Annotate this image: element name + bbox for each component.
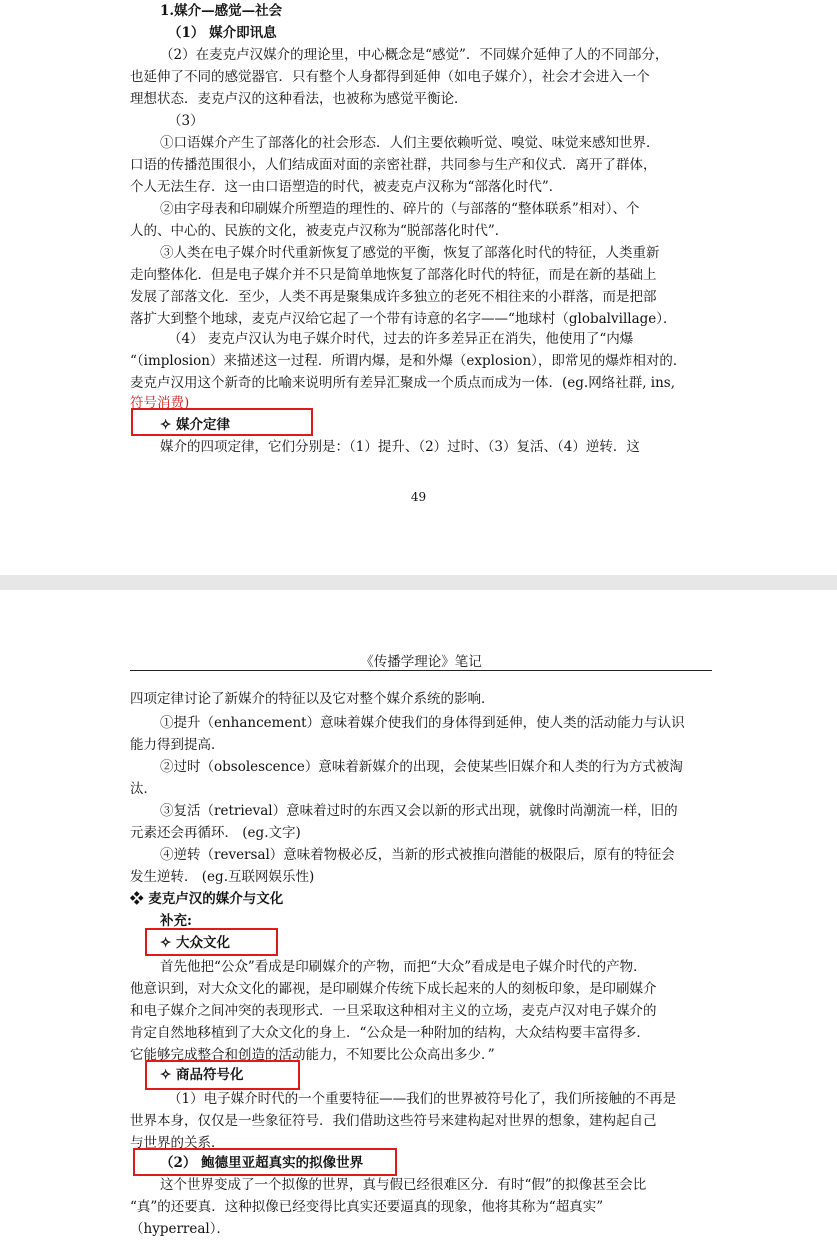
paragraph-line: 与世界的关系． [130, 1135, 225, 1151]
running-header: 《传播学理论》笔记 [360, 654, 482, 670]
paragraph-line: 它能够完成整合和创造的活动能力，不知要比公众高出多少．” [130, 1047, 495, 1063]
document-page-50 [0, 590, 837, 1241]
paragraph-line: “（implosion）来描述这一过程．所谓内爆，是和外爆（explosion），即常见的爆炸相对的． [130, 353, 687, 369]
subsection-heading: ✧ 商品符号化 [160, 1067, 244, 1083]
paragraph-line: 发生逆转． (eg.互联网娱乐性) [130, 869, 315, 885]
paragraph-line: 他意识到，对大众文化的鄙视，是印刷媒介传统下成长起来的人的刻板印象，是印刷媒介 [130, 981, 657, 997]
paragraph-line: 首先他把“公众”看成是印刷媒介的产物，而把“大众”看成是电子媒介时代的产物． [160, 959, 647, 975]
paragraph-line: 人的、中心的、民族的文化，被麦克卢汉称为“脱部落化时代”． [130, 223, 509, 239]
subsection-heading: ✧ 媒介定律 [160, 417, 231, 433]
paragraph-line: 麦克卢汉用这个新奇的比喻来说明所有差异汇聚成一个质点而成为一体．(eg.网络社群, ins, [130, 375, 676, 391]
paragraph-line: ①提升（enhancement）意味着媒介使我们的身体得到延伸，使人类的活动能力与认识 [160, 715, 685, 731]
paragraph-line: 和电子媒介之间冲突的表现形式．一旦采取这种相对主义的立场，麦克卢汉对电子媒介的 [130, 1003, 657, 1019]
paragraph-line: 肯定自然地移植到了大众文化的身上．“公众是一种附加的结构，大众结构要丰富得多． [130, 1025, 650, 1041]
section-heading: ❖ 麦克卢汉的媒介与文化 [130, 891, 284, 907]
paragraph-line: 理想状态．麦克卢汉的这种看法，也被称为感觉平衡论． [130, 91, 468, 107]
section-heading: 1.媒介—感觉—社会 [160, 3, 283, 19]
paragraph-line: 四项定律讨论了新媒介的特征以及它对整个媒介系统的影响． [130, 691, 495, 707]
page-number: 49 [410, 490, 427, 504]
paragraph-line: 个人无法生存．这一由口语塑造的时代，被麦克卢汉称为“部落化时代”． [130, 179, 563, 195]
subsection-heading: ✧ 大众文化 [160, 935, 231, 951]
paragraph-line: ④逆转（reversal）意味着物极必反，当新的形式被推向潜能的极限后，原有的特征会 [160, 847, 675, 863]
paragraph-line: 这个世界变成了一个拟像的世界，真与假已经很难区分．有时“假”的拟像甚至会比 [160, 1177, 647, 1193]
subsection-heading: （2） 鲍德里亚超真实的拟像世界 [160, 1155, 364, 1171]
document-page-49 [0, 0, 837, 575]
paragraph-line: （1）电子媒介时代的一个重要特征——我们的世界被符号化了，我们所接触的不再是 [168, 1091, 677, 1107]
paragraph-line: ③复活（retrieval）意味着过时的东西又会以新的形式出现，就像时尚潮流一样，旧的 [160, 803, 678, 819]
highlight-box [145, 1060, 300, 1090]
paragraph-line: ③人类在电子媒介时代重新恢复了感觉的平衡，恢复了部落化时代的特征，人类重新 [160, 245, 660, 261]
paragraph-line: 媒介的四项定律，它们分别是：（1）提升、（2）过时、（3）复活、（4）逆转．这 [160, 439, 640, 455]
paragraph-line: ②由字母表和印刷媒介所塑造的理性的、碎片的（与部落的“整体联系”相对）、个 [160, 201, 640, 217]
paragraph-line: 能力得到提高． [130, 737, 225, 753]
paragraph-line: （2）在麦克卢汉媒介的理论里，中心概念是“感觉”．不同媒介延伸了人的不同部分， [160, 47, 669, 63]
paragraph-line: （4） 麦克卢汉认为电子媒介时代，过去的许多差异正在消失，他使用了“内爆 [168, 331, 634, 347]
paragraph-line: 口语的传播范围很小，人们结成面对面的亲密社群，共同参与生产和仪式．离开了群体， [130, 157, 657, 173]
paragraph-line: 汰． [130, 781, 157, 797]
paragraph-line: “真”的还要真．这种拟像已经变得比真实还要逼真的现象，他将其称为“超真实” [130, 1199, 604, 1215]
paragraph-line: 发展了部落文化．至少，人类不再是聚集成许多独立的老死不相往来的小群落，而是把部 [130, 289, 657, 305]
paragraph-line: 走向整体化．但是电子媒介并不只是简单地恢复了部落化时代的特征，而是在新的基础上 [130, 267, 657, 283]
paragraph-line: 也延伸了不同的感觉器官．只有整个人身都得到延伸（如电子媒介），社会才会进入一个 [130, 69, 650, 85]
paragraph-line: ②过时（obsolescence）意味着新媒介的出现，会使某些旧媒介和人类的行为方式被淘 [160, 759, 683, 775]
paragraph-line: （hyperreal）． [130, 1221, 230, 1237]
subsection-heading: （1） 媒介即讯息 [168, 25, 277, 41]
paragraph-line: （3） [168, 113, 204, 129]
paragraph-line: 元素还会再循环． (eg.文字) [130, 825, 301, 841]
highlight-box [133, 1148, 397, 1176]
paragraph-line: ①口语媒介产生了部落化的社会形态．人们主要依赖听觉、嗅觉、味觉来感知世界． [160, 135, 660, 151]
header-rule [130, 670, 712, 671]
highlight-box [131, 408, 313, 436]
supplement-label: 补充: [160, 913, 192, 929]
paragraph-line: 落扩大到整个地球，麦克卢汉给它起了一个带有诗意的名字——“地球村（globalvillage）． [130, 311, 677, 327]
highlight-box [145, 928, 278, 956]
red-annotation: 符号消费) [130, 395, 190, 411]
paragraph-line: 世界本身，仅仅是一些象征符号．我们借助这些符号来建构起对世界的想象，建构起自己 [130, 1113, 657, 1129]
